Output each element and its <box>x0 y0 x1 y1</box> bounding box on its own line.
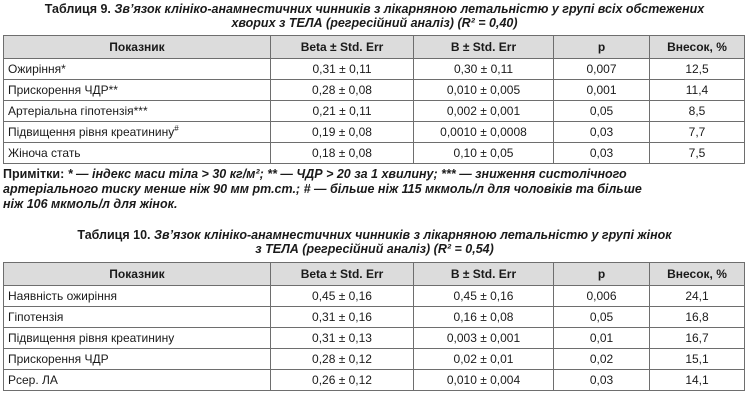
p-cell: 0,007 <box>554 59 650 80</box>
table9-caption-label: Таблиця 9. <box>44 2 111 16</box>
table9 <box>3 35 745 164</box>
indicator-cell: Ожиріння* <box>4 59 271 80</box>
notes-line2: артеріального тиску менше ніж 90 мм рт.ст.; # — більше ніж 115 мкмоль/л для чоловіків та більше <box>3 182 642 196</box>
b-cell: 0,0010 ± 0,0008 <box>414 122 554 143</box>
indicator-cell: Підвищення рівня креатинину <box>4 328 271 349</box>
beta-cell: 0,31 ± 0,16 <box>271 307 414 328</box>
table-row <box>4 101 745 122</box>
b-cell: 0,010 ± 0,004 <box>414 370 554 391</box>
table10-header-b: B ± Std. Err <box>414 263 554 286</box>
b-cell: 0,45 ± 0,16 <box>414 286 554 307</box>
table-row <box>4 370 745 391</box>
beta-cell: 0,19 ± 0,08 <box>271 122 414 143</box>
b-cell: 0,003 ± 0,001 <box>414 328 554 349</box>
table10-header-p: p <box>554 263 650 286</box>
contribution-cell: 16,8 <box>650 307 745 328</box>
table-row <box>4 307 745 328</box>
contribution-cell: 16,7 <box>650 328 745 349</box>
p-cell: 0,03 <box>554 122 650 143</box>
contribution-cell: 7,5 <box>650 143 745 164</box>
table9-header-b: B ± Std. Err <box>414 36 554 59</box>
beta-cell: 0,31 ± 0,13 <box>271 328 414 349</box>
table10-header-row <box>4 263 745 286</box>
contribution-cell: 14,1 <box>650 370 745 391</box>
beta-cell: 0,31 ± 0,11 <box>271 59 414 80</box>
indicator-cell: Артеріальна гіпотензія*** <box>4 101 271 122</box>
table9-header-indicator: Показник <box>4 36 271 59</box>
notes-line1: * — індекс маси тіла > 30 кг/м²; ** — ЧДР > 20 за 1 хвилину; *** — зниження систолічного <box>64 167 627 181</box>
b-cell: 0,10 ± 0,05 <box>414 143 554 164</box>
beta-cell: 0,28 ± 0,12 <box>271 349 414 370</box>
b-cell: 0,16 ± 0,08 <box>414 307 554 328</box>
table10-header-contribution: Внесок, % <box>650 263 745 286</box>
table9-caption-line1: Зв’язок клініко-анамнестичних чинників з лікарняною летальністю у групі всіх обстежених <box>114 2 705 16</box>
p-cell: 0,05 <box>554 101 650 122</box>
notes-label: Примітки: <box>3 167 65 181</box>
table10-header-beta: Beta ± Std. Err <box>271 263 414 286</box>
beta-cell: 0,18 ± 0,08 <box>271 143 414 164</box>
footnote-mark: # <box>174 124 179 133</box>
table9-notes <box>3 167 744 212</box>
b-cell: 0,002 ± 0,001 <box>414 101 554 122</box>
indicator-cell: Жіноча стать <box>4 143 271 164</box>
p-cell: 0,01 <box>554 328 650 349</box>
contribution-cell: 12,5 <box>650 59 745 80</box>
table9-caption <box>0 2 749 30</box>
indicator-cell: Гіпотензія <box>4 307 271 328</box>
b-cell: 0,02 ± 0,01 <box>414 349 554 370</box>
indicator-text: Підвищення рівня креатинину <box>8 125 175 139</box>
table-row <box>4 122 745 143</box>
table-row <box>4 80 745 101</box>
indicator-cell: Наявність ожиріння <box>4 286 271 307</box>
b-cell: 0,010 ± 0,005 <box>414 80 554 101</box>
table10-caption-line1: Зв’язок клініко-анамнестичних чинників з лікарняною летальністю у групі жінок <box>154 228 672 242</box>
b-cell: 0,30 ± 0,11 <box>414 59 554 80</box>
table-row <box>4 59 745 80</box>
table-row <box>4 286 745 307</box>
contribution-cell: 15,1 <box>650 349 745 370</box>
notes-line3: ніж 106 мкмоль/л для жінок. <box>3 197 178 211</box>
p-cell: 0,03 <box>554 143 650 164</box>
beta-cell: 0,45 ± 0,16 <box>271 286 414 307</box>
table9-header-p: p <box>554 36 650 59</box>
p-cell: 0,006 <box>554 286 650 307</box>
contribution-cell: 11,4 <box>650 80 745 101</box>
table9-header-contribution: Внесок, % <box>650 36 745 59</box>
table9-header-beta: Beta ± Std. Err <box>271 36 414 59</box>
table9-header-row <box>4 36 745 59</box>
table-row <box>4 328 745 349</box>
p-cell: 0,03 <box>554 370 650 391</box>
table10-header-indicator: Показник <box>4 263 271 286</box>
indicator-cell <box>4 122 271 143</box>
table-row <box>4 143 745 164</box>
table9-caption-line2: хворих з ТЕЛА (регресійний аналіз) (R² = 0,40) <box>231 16 518 30</box>
beta-cell: 0,21 ± 0,11 <box>271 101 414 122</box>
indicator-cell: Рсер. ЛА <box>4 370 271 391</box>
table10 <box>3 262 745 391</box>
beta-cell: 0,28 ± 0,08 <box>271 80 414 101</box>
table10-caption-line2: з ТЕЛА (регресійний аналіз) (R² = 0,54) <box>255 242 494 256</box>
table10-caption <box>0 228 749 256</box>
p-cell: 0,001 <box>554 80 650 101</box>
p-cell: 0,05 <box>554 307 650 328</box>
indicator-cell: Прискорення ЧДР** <box>4 80 271 101</box>
indicator-cell: Прискорення ЧДР <box>4 349 271 370</box>
contribution-cell: 8,5 <box>650 101 745 122</box>
contribution-cell: 7,7 <box>650 122 745 143</box>
table-row <box>4 349 745 370</box>
contribution-cell: 24,1 <box>650 286 745 307</box>
p-cell: 0,02 <box>554 349 650 370</box>
beta-cell: 0,26 ± 0,12 <box>271 370 414 391</box>
table10-caption-label: Таблиця 10. <box>77 228 151 242</box>
